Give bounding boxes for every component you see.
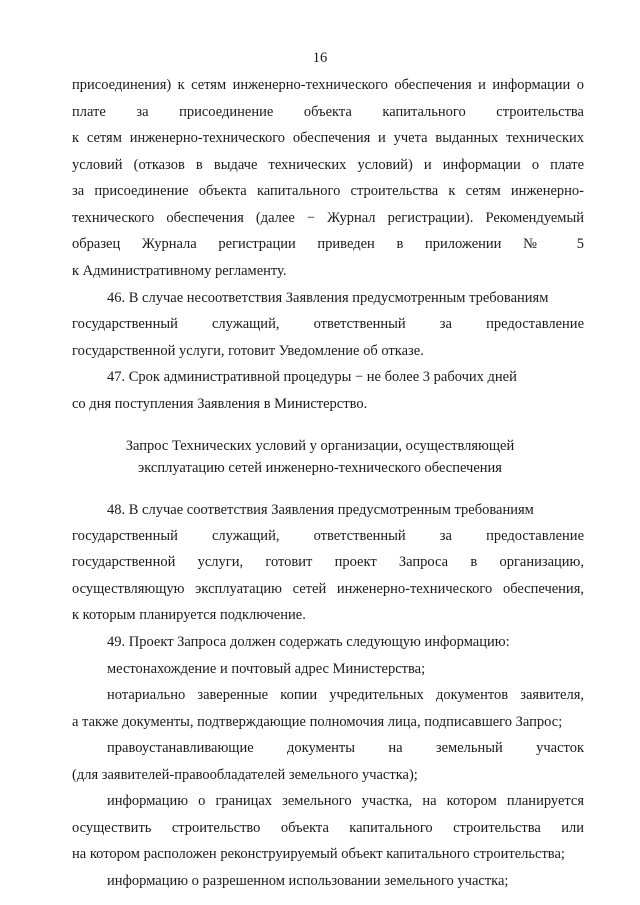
text-line: осуществить строительство объекта капитального строительства или bbox=[72, 820, 584, 836]
text-line: государственной услуги, готовит Уведомление об отказе. bbox=[72, 343, 424, 359]
text-line: государственный служащий, ответственный за предоставление bbox=[72, 316, 584, 332]
text-line: образец Журнала регистрации приведен в приложении № 5 bbox=[72, 236, 584, 252]
text-line: государственный служащий, ответственный за предоставление bbox=[72, 528, 584, 544]
text-line: (для заявителей-правообладателей земельного участка); bbox=[72, 767, 418, 783]
text-line: плате за присоединение объекта капитального строительства bbox=[72, 104, 584, 120]
text-line: к сетям инженерно-технического обеспечения и учета выданных технических bbox=[72, 130, 584, 146]
list-item: нотариально заверенные копии учредительных документов заявителя, bbox=[107, 687, 584, 703]
list-item: информацию о границах земельного участка, на котором планируется bbox=[107, 793, 584, 809]
paragraph-49-start: 49. Проект Запроса должен содержать следующую информацию: bbox=[107, 634, 510, 650]
text-line: со дня поступления Заявления в Министерство. bbox=[72, 396, 368, 412]
text-line: к Административному регламенту. bbox=[72, 263, 287, 279]
text-line: за присоединение объекта капитального строительства к сетям инженерно- bbox=[72, 183, 584, 199]
page-number: 16 bbox=[312, 50, 328, 66]
text-line: осуществляющую эксплуатацию сетей инженерно-технического обеспечения, bbox=[72, 581, 584, 597]
text-line: государственной услуги, готовит проект Запроса в организацию, bbox=[72, 554, 584, 570]
text-line: технического обеспечения (далее − Журнал регистрации). Рекомендуемый bbox=[72, 210, 584, 226]
text-line: присоединения) к сетям инженерно-технического обеспечения и информации о bbox=[72, 77, 584, 93]
text-line: условий (отказов в выдаче технических условий) и информации о плате bbox=[72, 157, 584, 173]
list-item: информацию о разрешенном использовании земельного участка; bbox=[107, 873, 509, 889]
paragraph-48-start: 48. В случае соответствия Заявления предусмотренным требованиям bbox=[107, 502, 534, 518]
section-heading-line-1: Запрос Технических условий у организации, осуществляющей bbox=[125, 438, 515, 454]
paragraph-47-start: 47. Срок административной процедуры − не более 3 рабочих дней bbox=[107, 369, 517, 385]
text-line: а также документы, подтверждающие полномочия лица, подписавшего Запрос; bbox=[72, 714, 563, 730]
list-item: правоустанавливающие документы на земельный участок bbox=[107, 740, 584, 756]
list-item: местонахождение и почтовый адрес Министерства; bbox=[107, 661, 426, 677]
text-line: на котором расположен реконструируемый объект капитального строительства; bbox=[72, 846, 565, 862]
text-line: к которым планируется подключение. bbox=[72, 607, 306, 623]
section-heading-line-2: эксплуатацию сетей инженерно-технического обеспечения bbox=[138, 460, 502, 476]
paragraph-46-start: 46. В случае несоответствия Заявления предусмотренным требованиям bbox=[107, 290, 549, 306]
